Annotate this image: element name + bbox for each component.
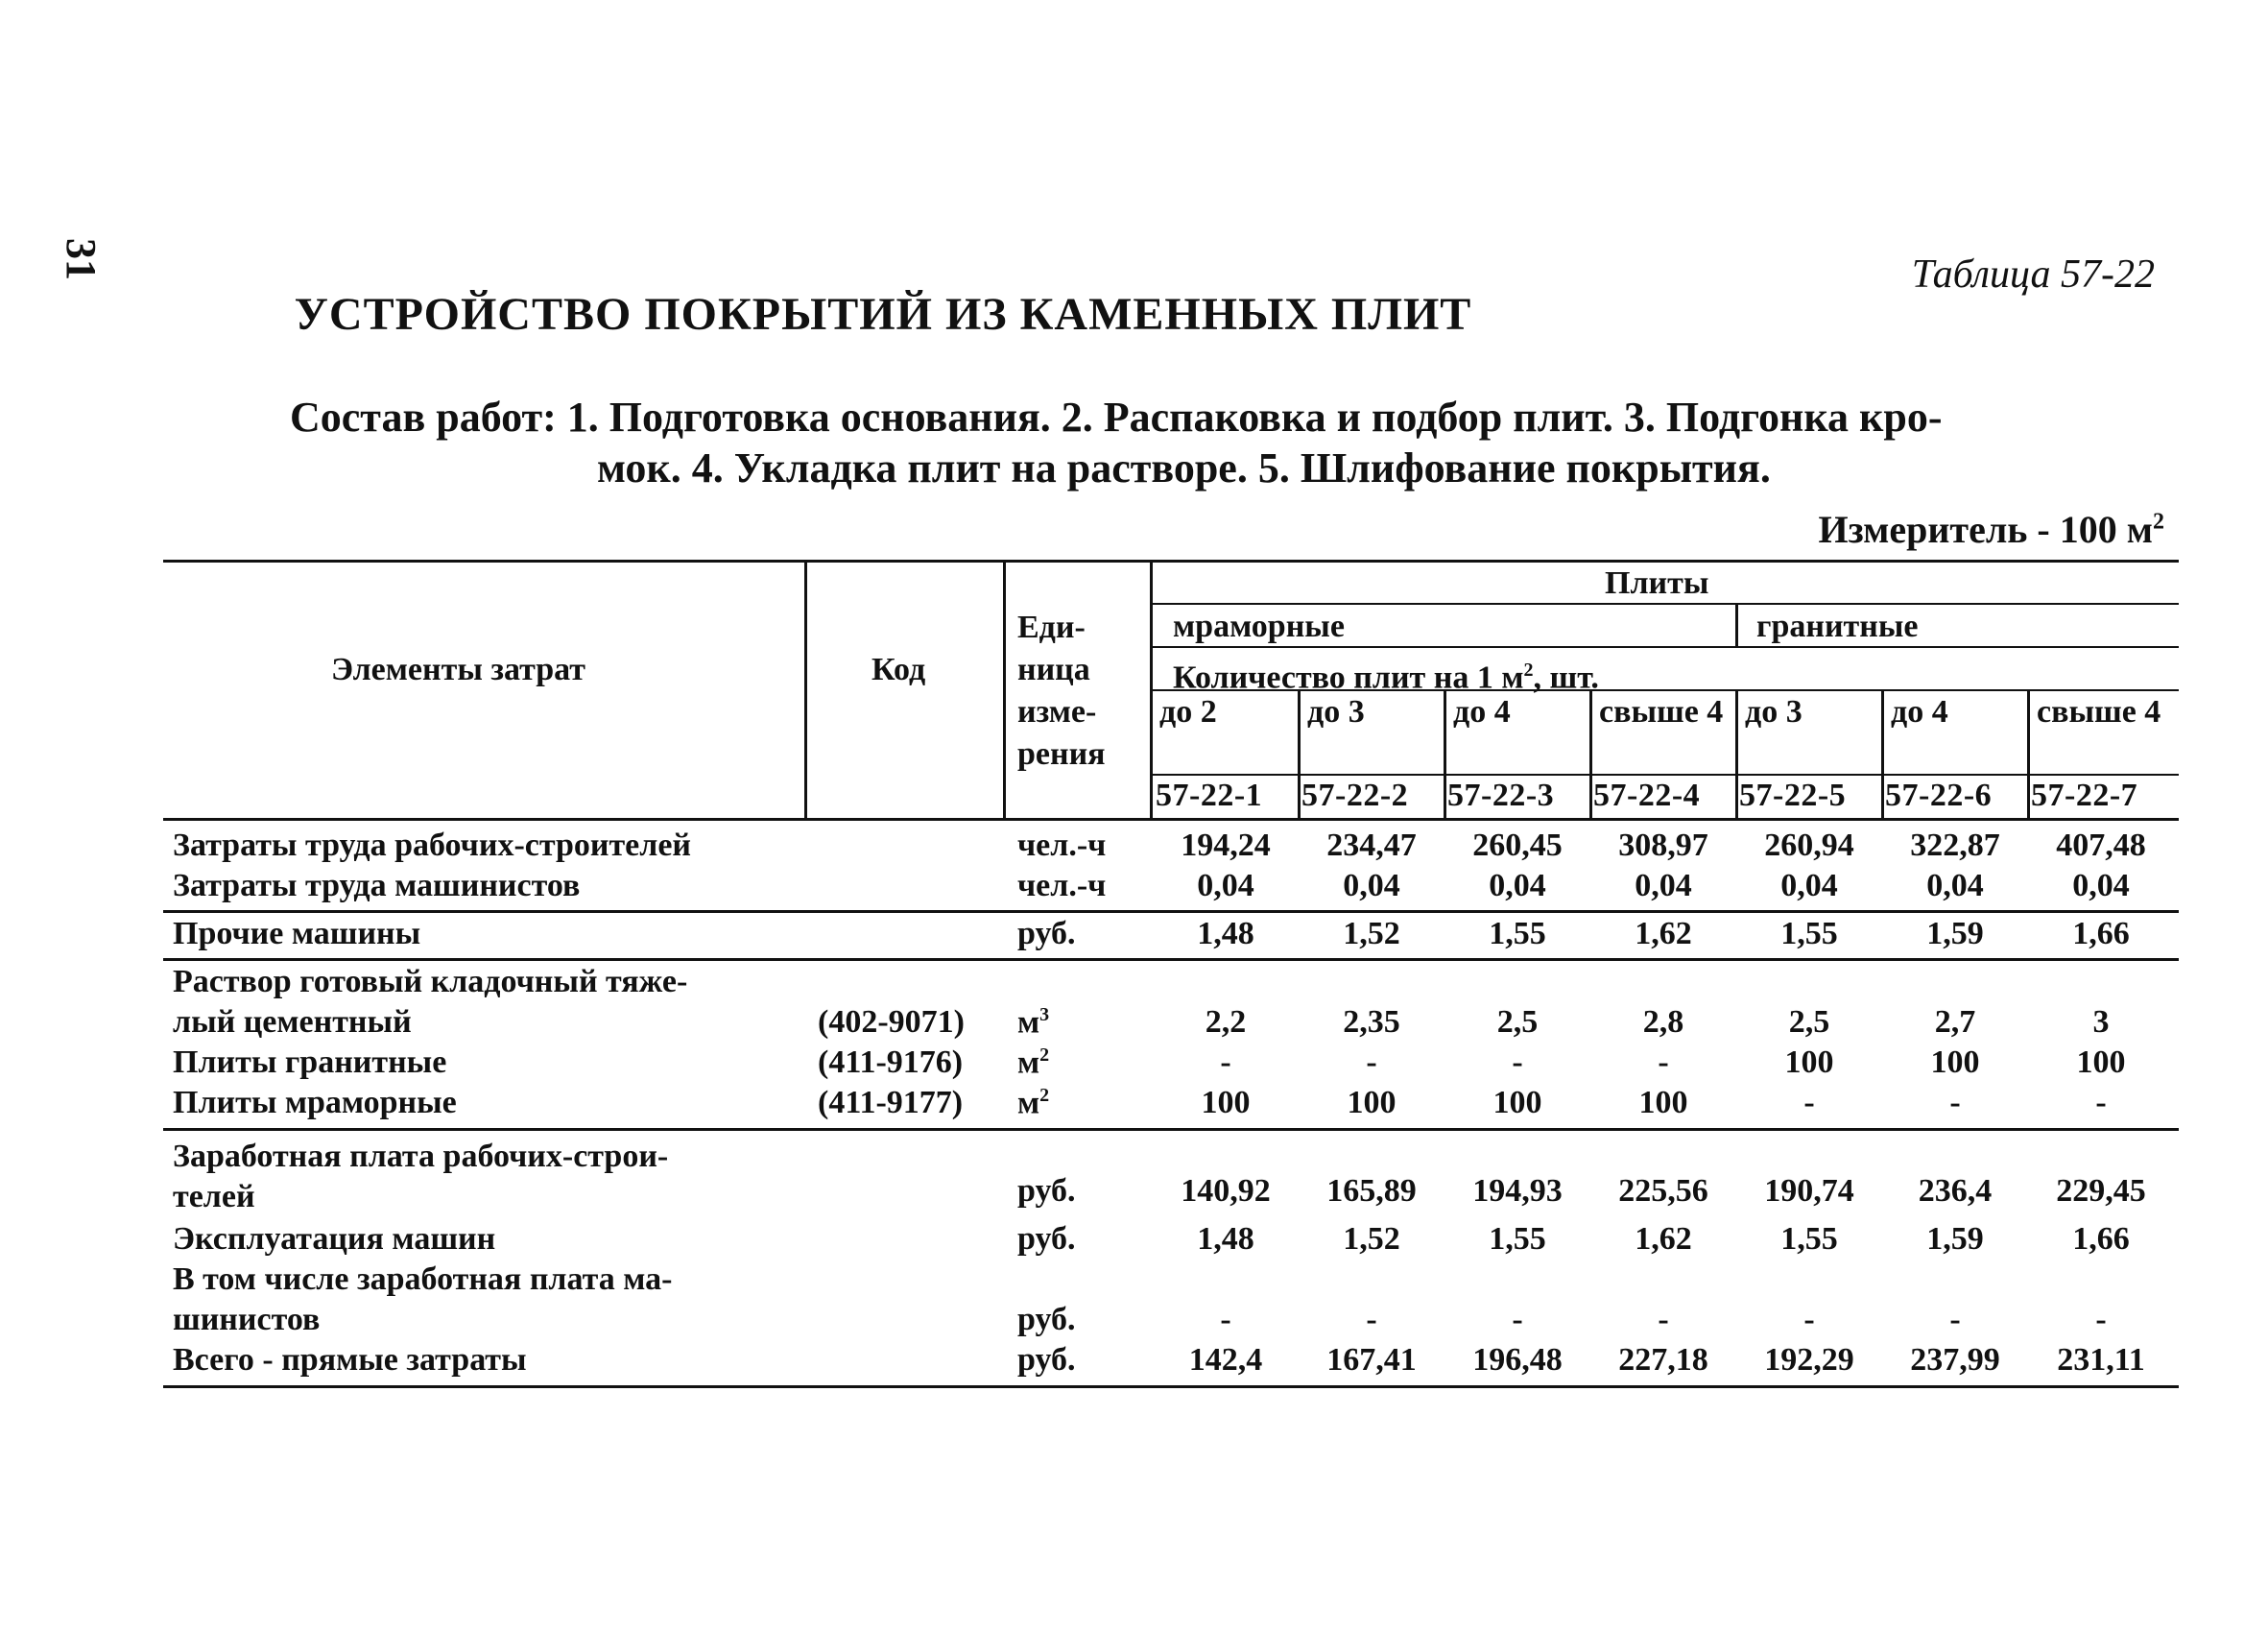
row-value: 2,7 (1934, 1004, 1976, 1040)
row-value: 1,55 (1780, 916, 1838, 951)
column-code-6: 57-22-6 (1885, 778, 1993, 813)
header-col-6: до 4 (1891, 694, 1948, 730)
row-name-line-2: телей (173, 1179, 255, 1214)
row-value: 194,93 (1472, 1173, 1563, 1209)
rule-plates (1150, 603, 2179, 605)
header-col-7: свыше 4 (2037, 694, 2161, 730)
row-value: - (1366, 1302, 1377, 1337)
row-value: 2,2 (1205, 1004, 1247, 1040)
row-value: 165,89 (1326, 1173, 1417, 1209)
header-col-5: до 3 (1745, 694, 1802, 730)
header-col-4: свыше 4 (1599, 694, 1724, 730)
row-value: 407,48 (2056, 828, 2146, 863)
row-value: 1,52 (1343, 1221, 1400, 1257)
row-value: 2,5 (1788, 1004, 1830, 1040)
row-value: 225,56 (1618, 1173, 1708, 1209)
row-name-line-2: лый цементный (173, 1004, 412, 1040)
header-elements: Элементы затрат (331, 652, 585, 687)
row-value: 1,62 (1635, 1221, 1692, 1257)
row-value: 2,5 (1496, 1004, 1539, 1040)
row-value: 0,04 (1343, 868, 1400, 903)
column-code-2: 57-22-2 (1301, 778, 1409, 813)
divider-marble-granite (1735, 603, 1738, 646)
col-divider-unit (1003, 560, 1006, 819)
sub-divider (1444, 689, 1446, 818)
header-col-3: до 4 (1453, 694, 1511, 730)
row-value: - (2095, 1302, 2107, 1337)
row-value: 100 (1930, 1044, 1980, 1080)
table-number: Таблица 57-22 (1911, 252, 2155, 297)
row-value: 229,45 (2056, 1173, 2146, 1209)
row-code: (402-9071) (818, 1004, 965, 1040)
row-value: 231,11 (2057, 1342, 2145, 1378)
header-plates: Плиты (1605, 565, 1709, 601)
row-value: 190,74 (1764, 1173, 1854, 1209)
row-name-line-1: Раствор готовый кладочный тяже- (173, 964, 688, 999)
header-col-1: до 2 (1159, 694, 1217, 730)
row-value: 100 (1347, 1085, 1397, 1120)
row-value: 308,97 (1618, 828, 1708, 863)
header-unit-4: рения (1017, 736, 1106, 772)
row-name: Всего - прямые затраты (173, 1342, 527, 1378)
header-marble: мраморные (1173, 609, 1345, 644)
row-value: 100 (2076, 1044, 2126, 1080)
header-quantity: Количество плит на 1 $м^2$, шт. (1173, 660, 1599, 696)
works-composition-line-2: мок. 4. Укладка плит на растворе. 5. Шлифование покрытия. (597, 444, 1771, 492)
measure-unit: Измеритель - 100 $м^2$ (1818, 508, 2164, 551)
row-value: - (1803, 1085, 1815, 1120)
row-value: 100 (1638, 1085, 1688, 1120)
row-unit: руб. (1017, 916, 1076, 951)
row-value: 196,48 (1472, 1342, 1563, 1378)
row-code: (411-9176) (818, 1044, 964, 1080)
row-value: 1,55 (1489, 916, 1546, 951)
sub-divider (2027, 689, 2030, 818)
row-value: - (1658, 1044, 1669, 1080)
rule-codes (1150, 774, 2179, 776)
works-composition-line-1: Состав работ: 1. Подготовка основания. 2. Распаковка и подбор плит. 3. Подгонка кро- (290, 394, 1943, 441)
row-value: - (1949, 1085, 1961, 1120)
table-top-rule (163, 560, 2179, 563)
row-unit: руб. (1017, 1302, 1076, 1337)
row-unit: $м^2$ (1017, 1085, 1050, 1121)
row-unit: руб. (1017, 1221, 1076, 1257)
row-value: - (1512, 1044, 1523, 1080)
row-value: 0,04 (1197, 868, 1254, 903)
row-unit: руб. (1017, 1173, 1076, 1209)
column-code-3: 57-22-3 (1447, 778, 1555, 813)
table-bottom-rule (163, 1385, 2179, 1388)
row-value: 1,62 (1635, 916, 1692, 951)
row-value: 0,04 (2072, 868, 2130, 903)
row-value: 1,59 (1926, 916, 1984, 951)
row-value: 142,4 (1188, 1342, 1263, 1378)
row-value: - (1366, 1044, 1377, 1080)
header-bottom-rule (163, 818, 2179, 821)
row-value: 1,66 (2072, 1221, 2130, 1257)
row-value: 1,55 (1489, 1221, 1546, 1257)
row-name-line-2: шинистов (173, 1302, 321, 1337)
row-value: 192,29 (1764, 1342, 1854, 1378)
header-unit-1: Еди- (1017, 610, 1086, 645)
row-unit: чел.-ч (1017, 828, 1107, 863)
row-value: 237,99 (1910, 1342, 2000, 1378)
sub-divider (1298, 689, 1301, 818)
col-divider-code (804, 560, 807, 819)
page-title: УСТРОЙСТВО ПОКРЫТИЙ ИЗ КАМЕННЫХ ПЛИТ (294, 289, 1472, 340)
rule-material (1150, 646, 2179, 648)
row-value: 260,45 (1472, 828, 1563, 863)
row-value: - (1803, 1302, 1815, 1337)
row-code: (411-9177) (818, 1085, 964, 1120)
sub-divider (1589, 689, 1592, 818)
group-rule-2 (163, 958, 2179, 961)
row-name: Плиты мраморные (173, 1085, 457, 1120)
row-unit: $м^2$ (1017, 1044, 1050, 1081)
row-value: - (1220, 1044, 1231, 1080)
column-code-1: 57-22-1 (1156, 778, 1263, 813)
row-value: 234,47 (1326, 828, 1417, 863)
row-unit: руб. (1017, 1342, 1076, 1378)
row-name: Плиты гранитные (173, 1044, 447, 1080)
sub-divider (1881, 689, 1884, 818)
row-value: 1,59 (1926, 1221, 1984, 1257)
header-col-2: до 3 (1307, 694, 1365, 730)
column-code-5: 57-22-5 (1739, 778, 1847, 813)
row-value: - (1658, 1302, 1669, 1337)
row-name: Прочие машины (173, 916, 421, 951)
row-value: 322,87 (1910, 828, 2000, 863)
row-name: Затраты труда машинистов (173, 868, 581, 903)
row-name: Затраты труда рабочих-строителей (173, 828, 692, 863)
row-value: 236,4 (1918, 1173, 1993, 1209)
row-unit: $м^3$ (1017, 1004, 1050, 1041)
row-value: 1,66 (2072, 916, 2130, 951)
column-code-4: 57-22-4 (1593, 778, 1701, 813)
row-value: 0,04 (1780, 868, 1838, 903)
row-value: 167,41 (1326, 1342, 1417, 1378)
row-name-line-1: В том числе заработная плата ма- (173, 1261, 673, 1297)
row-value: 227,18 (1618, 1342, 1708, 1378)
row-value: 260,94 (1764, 828, 1854, 863)
row-value: 100 (1784, 1044, 1834, 1080)
row-value: 1,52 (1343, 916, 1400, 951)
row-name: Эксплуатация машин (173, 1221, 496, 1257)
header-code: Код (871, 652, 926, 687)
row-name-line-1: Заработная плата рабочих-строи- (173, 1139, 669, 1174)
row-value: 194,24 (1181, 828, 1271, 863)
row-unit: чел.-ч (1017, 868, 1107, 903)
page-number: 31 (58, 238, 105, 280)
row-value: 1,48 (1197, 916, 1254, 951)
row-value: 1,48 (1197, 1221, 1254, 1257)
row-value: - (1512, 1302, 1523, 1337)
row-value: 100 (1492, 1085, 1542, 1120)
row-value: - (1949, 1302, 1961, 1337)
row-value: 2,35 (1343, 1004, 1400, 1040)
row-value: 1,55 (1780, 1221, 1838, 1257)
group-rule-1 (163, 910, 2179, 913)
header-unit-2: ница (1017, 652, 1090, 687)
row-value: 140,92 (1181, 1173, 1271, 1209)
header-unit-3: изме- (1017, 694, 1097, 730)
row-value: - (2095, 1085, 2107, 1120)
row-value: 0,04 (1489, 868, 1546, 903)
header-granite: гранитные (1756, 609, 1919, 644)
row-value: - (1220, 1302, 1231, 1337)
row-value: 100 (1201, 1085, 1251, 1120)
row-value: 2,8 (1642, 1004, 1684, 1040)
sub-divider (1735, 689, 1738, 818)
group-rule-3 (163, 1128, 2179, 1131)
row-value: 0,04 (1926, 868, 1984, 903)
row-value: 3 (2092, 1004, 2110, 1040)
row-value: 0,04 (1635, 868, 1692, 903)
column-code-7: 57-22-7 (2031, 778, 2138, 813)
